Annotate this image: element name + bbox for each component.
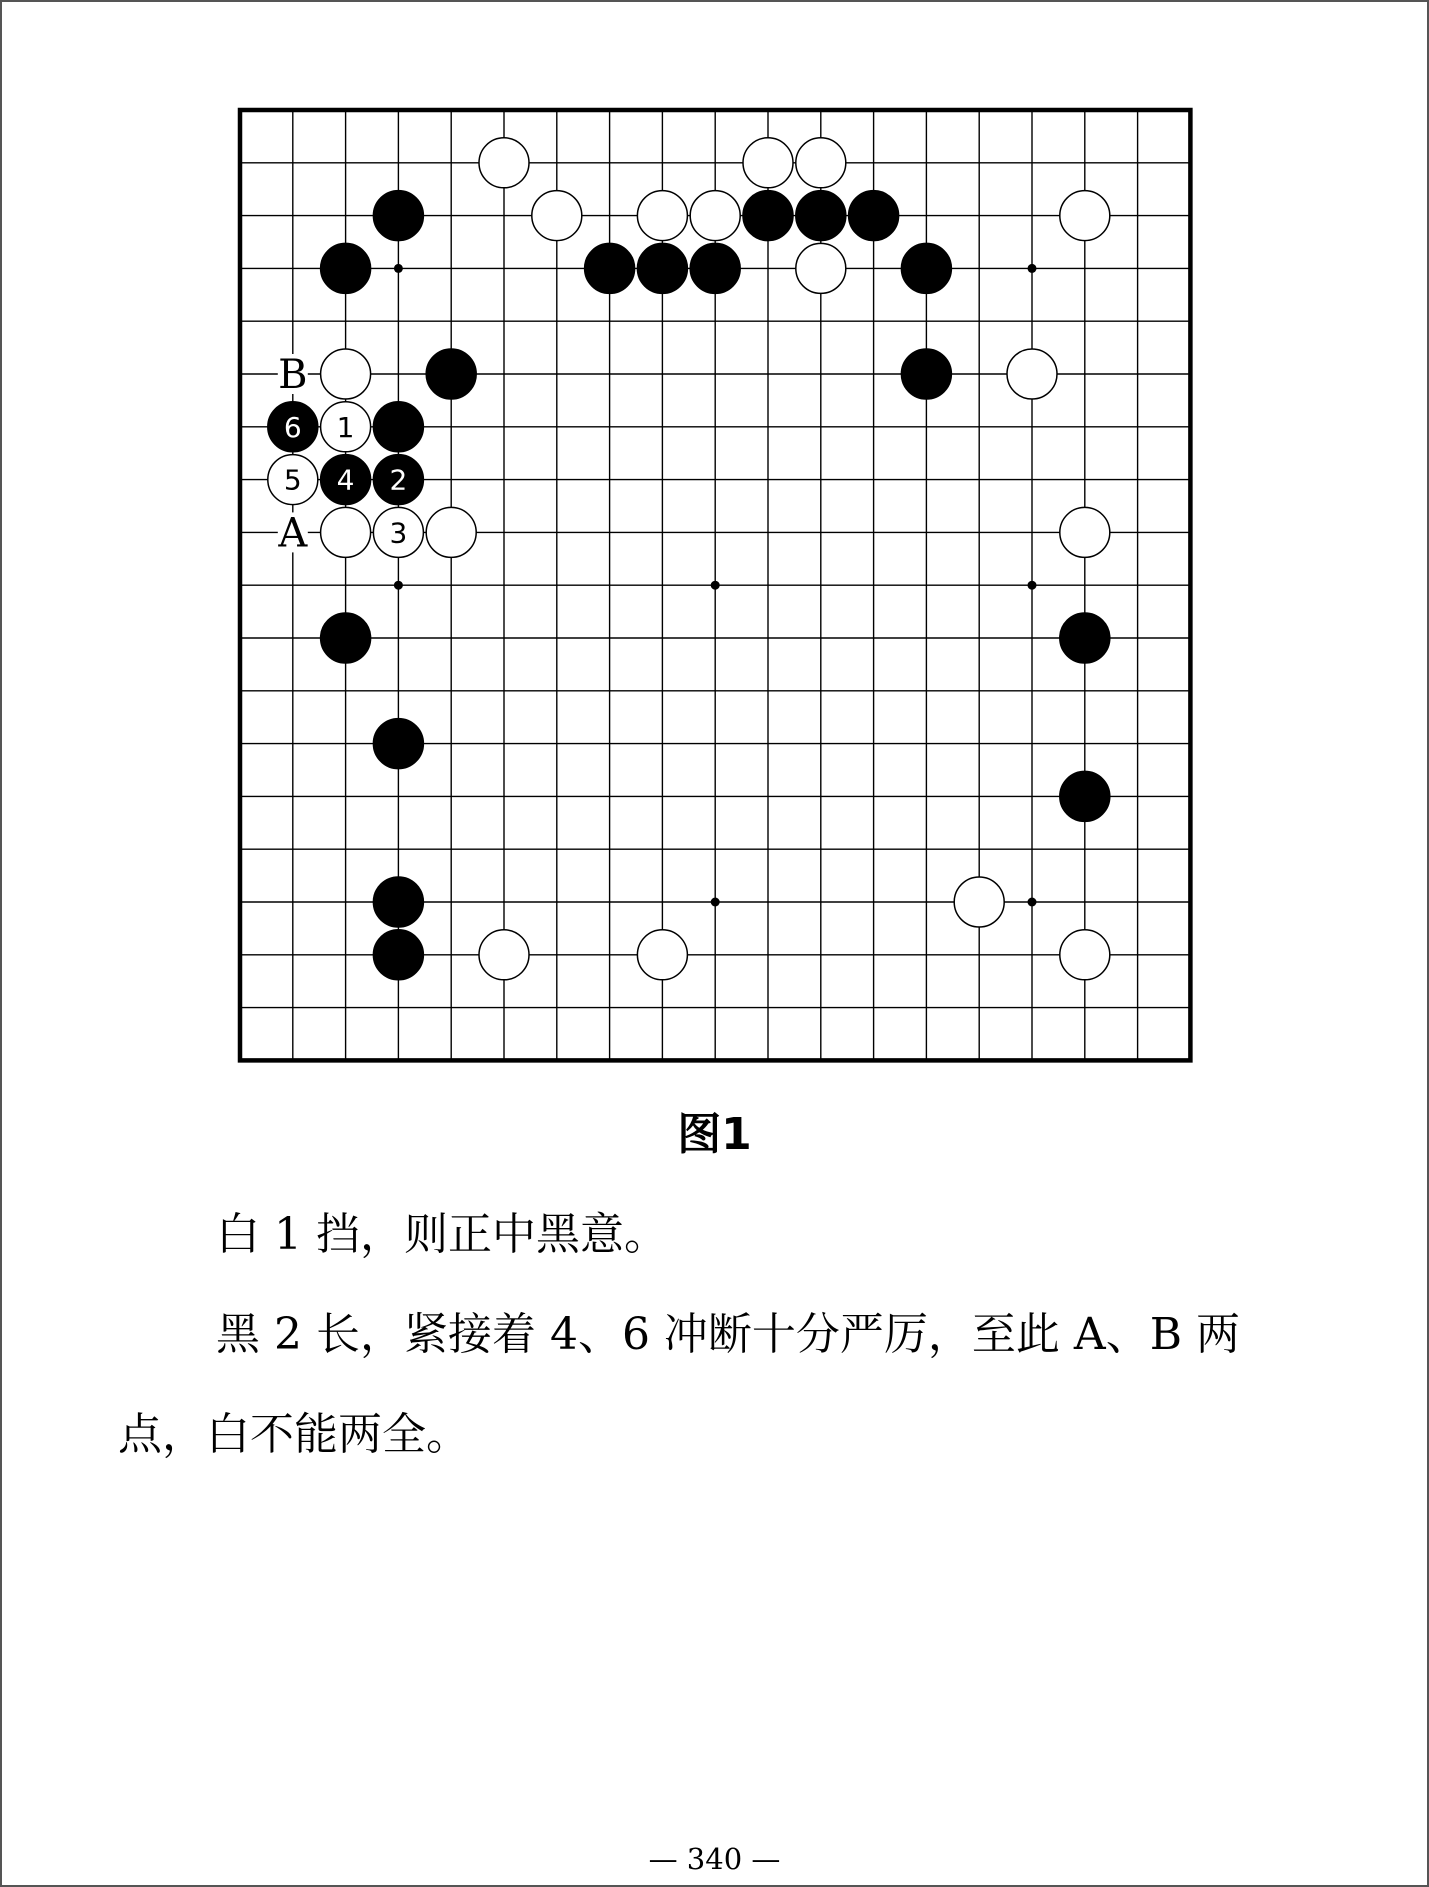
white-stone — [637, 930, 687, 980]
point-label-B: B — [278, 352, 308, 398]
black-stone — [1060, 771, 1110, 821]
move-number-1: 1 — [336, 410, 355, 444]
black-stone — [321, 613, 371, 663]
move-number-5: 5 — [283, 463, 302, 497]
black-stone — [373, 877, 423, 927]
point-label-A: A — [278, 510, 308, 557]
black-stone — [901, 243, 951, 293]
move-number-2: 2 — [389, 463, 408, 497]
star-point — [1028, 898, 1037, 907]
white-stone — [690, 191, 740, 241]
white-stone — [426, 507, 476, 557]
black-stone — [373, 402, 423, 452]
paragraph-1: 白 1 挡，则正中黑意。 — [216, 1209, 668, 1260]
black-stone — [373, 191, 423, 241]
white-stone — [796, 138, 846, 188]
black-stone — [796, 191, 846, 241]
black-stone — [743, 191, 793, 241]
white-stone — [1007, 349, 1057, 399]
white-stone — [479, 138, 529, 188]
star-point — [711, 898, 720, 907]
black-stone — [690, 243, 740, 293]
white-stone — [321, 507, 371, 557]
white-stone — [321, 349, 371, 399]
white-stone — [479, 930, 529, 980]
paragraph-2: 黑 2 长，紧接着 4、6 冲断十分严厉，至此 A、B 两点，白不能两全。 — [118, 1309, 1241, 1460]
stones — [268, 138, 1110, 980]
star-point — [1028, 264, 1037, 273]
black-stone — [321, 243, 371, 293]
black-stone — [426, 349, 476, 399]
page-number: — 340 — — [648, 1842, 781, 1876]
figure-caption: 图1 — [677, 1109, 752, 1160]
black-stone — [1060, 613, 1110, 663]
white-stone — [1060, 507, 1110, 557]
black-stone — [637, 243, 687, 293]
black-stone — [849, 191, 899, 241]
move-number-4: 4 — [336, 463, 355, 497]
white-stone — [637, 191, 687, 241]
white-stone — [1060, 930, 1110, 980]
black-stone — [373, 930, 423, 980]
white-stone — [1060, 191, 1110, 241]
star-point — [711, 581, 720, 590]
white-stone — [532, 191, 582, 241]
star-point — [1028, 581, 1037, 590]
move-number-6: 6 — [283, 410, 302, 444]
star-point — [394, 581, 403, 590]
white-stone — [954, 877, 1004, 927]
black-stone — [585, 243, 635, 293]
black-stone — [901, 349, 951, 399]
move-number-3: 3 — [389, 516, 408, 550]
white-stone — [796, 243, 846, 293]
white-stone — [743, 138, 793, 188]
star-point — [394, 264, 403, 273]
black-stone — [373, 719, 423, 769]
